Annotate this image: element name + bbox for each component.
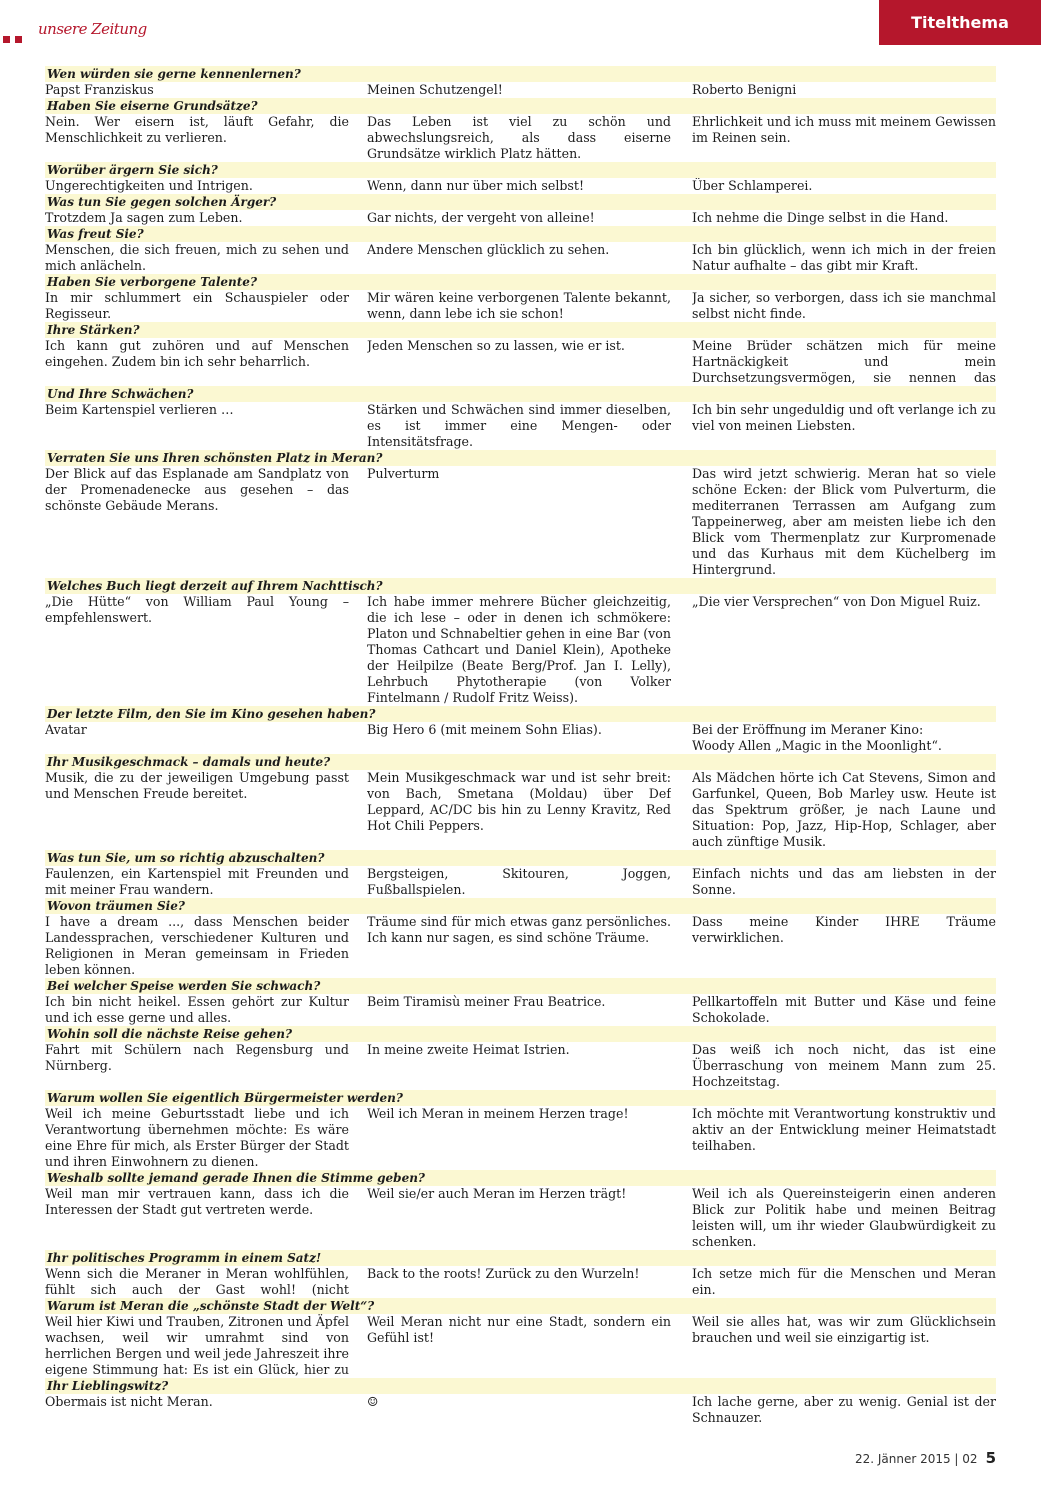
interview-table xyxy=(45,66,996,1426)
answer-candidate-2: Beim Tiramisù meiner Frau Beatrice. xyxy=(367,994,606,1009)
answer-candidate-1: Obermais ist nicht Meran. xyxy=(45,1394,213,1409)
header-dots xyxy=(3,28,27,47)
answer-candidate-1: Trotzdem Ja sagen zum Leben. xyxy=(45,210,243,225)
answer-candidate-1: Ich bin nicht heikel. Essen gehört zur Kultur und ich esse gerne und alles. xyxy=(45,994,349,1025)
answer-row xyxy=(45,210,996,226)
answer-row xyxy=(45,722,996,754)
question-row: Wohin soll die nächste Reise gehen? xyxy=(45,1026,996,1042)
answer-row xyxy=(45,994,996,1026)
answer-candidate-2: Weil sie/er auch Meran im Herzen trägt! xyxy=(367,1186,627,1201)
answer-candidate-3: Das wird jetzt schwierig. Meran hat so viele schöne Ecken: der Blick vom Pulverturm, die mediterranen Terrassen am Aufgang zum Tappeinerweg, aber am meisten liebe ich den Blick vom Thermenplatz zur Kurpromenade und das Kurhaus mit dem Küchelberg im Hintergrund. xyxy=(692,466,996,577)
answer-candidate-3: Ich möchte mit Verantwortung konstruktiv und aktiv an der Entwicklung meiner Heimatstadt teilhaben. xyxy=(692,1106,996,1153)
question-row: Wovon träumen Sie? xyxy=(45,898,996,914)
answer-candidate-3: Bei der Eröffnung im Meraner Kino: Woody Allen „Magic in the Moonlight“. xyxy=(692,722,942,753)
answer-candidate-1: Wenn sich die Meraner in Meran wohlfühlen, fühlt sich auch der Gast wohl! (nicht xyxy=(45,1266,349,1297)
answer-candidate-1: „Die Hütte“ von William Paul Young – empfehlenswert. xyxy=(45,594,349,625)
answer-candidate-2: In meine zweite Heimat Istrien. xyxy=(367,1042,570,1057)
answer-candidate-3: Das weiß ich noch nicht, das ist eine Überraschung von meinem Mann zum 25. Hochzeitstag. xyxy=(692,1042,996,1089)
answer-candidate-1: Musik, die zu der jeweiligen Umgebung passt und Menschen Freude bereitet. xyxy=(45,770,349,801)
answer-candidate-2: Gar nichts, der vergeht von alleine! xyxy=(367,210,595,225)
answer-candidate-1: Menschen, die sich freuen, mich zu sehen und mich anlächeln. xyxy=(45,242,349,273)
answer-candidate-2: Träume sind für mich etwas ganz persönliches. Ich kann nur sagen, es sind schöne Träume. xyxy=(367,914,671,945)
answer-candidate-2: Big Hero 6 (mit meinem Sohn Elias). xyxy=(367,722,602,737)
answer-candidate-1: Papst Franziskus xyxy=(45,82,154,97)
answer-candidate-3: Über Schlamperei. xyxy=(692,178,813,193)
answer-row xyxy=(45,770,996,850)
question-row: Was freut Sie? xyxy=(45,226,996,242)
answer-candidate-2: Weil Meran nicht nur eine Stadt, sondern ein Gefühl ist! xyxy=(367,1314,671,1345)
issue-date: 22. Jänner 2015 | 02 xyxy=(854,1452,978,1466)
question-row: Warum wollen Sie eigentlich Bürgermeister werden? xyxy=(45,1090,996,1106)
question-row: Ihr Lieblingswitz? xyxy=(45,1378,996,1394)
question-row: Warum ist Meran die „schönste Stadt der Welt“? xyxy=(45,1298,996,1314)
question-row: Worüber ärgern Sie sich? xyxy=(45,162,996,178)
section-tab: Titelthema xyxy=(879,0,1041,45)
answer-candidate-3: Ich bin sehr ungeduldig und oft verlange ich zu viel von meinen Liebsten. xyxy=(692,402,996,433)
question-row: Weshalb sollte jemand gerade Ihnen die Stimme geben? xyxy=(45,1170,996,1186)
answer-candidate-3: Ja sicher, so verborgen, dass ich sie manchmal selbst nicht finde. xyxy=(692,290,996,321)
answer-row xyxy=(45,290,996,322)
answer-row xyxy=(45,114,996,162)
answer-row xyxy=(45,1266,996,1298)
answer-row xyxy=(45,914,996,978)
answer-candidate-2: Weil ich Meran in meinem Herzen trage! xyxy=(367,1106,629,1121)
answer-row xyxy=(45,82,996,98)
answer-candidate-1: In mir schlummert ein Schauspieler oder Regisseur. xyxy=(45,290,349,321)
answer-row xyxy=(45,1106,996,1170)
question-row: Und Ihre Schwächen? xyxy=(45,386,996,402)
answer-candidate-1: Fahrt mit Schülern nach Regensburg und Nürnberg. xyxy=(45,1042,349,1073)
answer-candidate-1: Weil man mir vertrauen kann, dass ich die Interessen der Stadt gut vertreten werde. xyxy=(45,1186,349,1217)
answer-candidate-2: Andere Menschen glücklich zu sehen. xyxy=(367,242,610,257)
question-row: Ihr politisches Programm in einem Satz! xyxy=(45,1250,996,1266)
answer-row xyxy=(45,1394,996,1426)
answer-candidate-3: Weil sie alles hat, was wir zum Glücklichsein brauchen und weil sie einzigartig ist. xyxy=(692,1314,996,1345)
answer-candidate-3: Ich bin glücklich, wenn ich mich in der freien Natur aufhalte – das gibt mir Kraft. xyxy=(692,242,996,273)
answer-candidate-2: Meinen Schutzengel! xyxy=(367,82,503,97)
answer-row xyxy=(45,1314,996,1378)
question-row: Was tun Sie gegen solchen Ärger? xyxy=(45,194,996,210)
answer-candidate-2: ☺ xyxy=(367,1394,379,1409)
answer-row xyxy=(45,338,996,386)
question-row: Bei welcher Speise werden Sie schwach? xyxy=(45,978,996,994)
answer-candidate-3: Dass meine Kinder IHRE Träume verwirklichen. xyxy=(692,914,996,945)
answer-candidate-3: Ich nehme die Dinge selbst in die Hand. xyxy=(692,210,949,225)
question-row: Was tun Sie, um so richtig abzuschalten? xyxy=(45,850,996,866)
answer-candidate-1: Weil ich meine Geburtsstadt liebe und ich Verantwortung übernehmen möchte: Es wäre eine Ehre für mich, als Erster Bürger der Stadt und ihren Einwohnern zu dienen. xyxy=(45,1106,349,1169)
answer-row xyxy=(45,402,996,450)
answer-candidate-1: I have a dream ..., dass Menschen beider Landessprachen, verschiedener Kulturen und Religionen in Meran gemeinsam in Frieden leben können. xyxy=(45,914,349,977)
answer-candidate-2: Wenn, dann nur über mich selbst! xyxy=(367,178,585,193)
answer-candidate-1: Weil hier Kiwi und Trauben, Zitronen und Äpfel wachsen, weil wir umrahmt sind von herrlichen Bergen und weil jede Jahreszeit ihre eigene Stimmung hat: Es ist ein Glück, hier zu xyxy=(45,1314,349,1377)
answer-row xyxy=(45,242,996,274)
answer-candidate-1: Avatar xyxy=(45,722,87,737)
answer-candidate-3: Als Mädchen hörte ich Cat Stevens, Simon and Garfunkel, Queen, Bob Marley usw. Heute ist das Spektrum größer, je nach Laune und Situation: Pop, Jazz, Hip-Hop, Schlager, aber auch zünftige Musik. xyxy=(692,770,996,849)
answer-candidate-3: Einfach nichts und das am liebsten in der Sonne. xyxy=(692,866,996,897)
answer-candidate-1: Faulenzen, ein Kartenspiel mit Freunden und mit meiner Frau wandern. xyxy=(45,866,349,897)
answer-candidate-3: Weil ich als Quereinsteigerin einen anderen Blick zur Politik habe und meinen Beitrag leisten will, um ihr wieder Glaubwürdigkeit zu schenken. xyxy=(692,1186,996,1249)
answer-candidate-1: Ich kann gut zuhören und auf Menschen eingehen. Zudem bin ich sehr beharrlich. xyxy=(45,338,349,369)
answer-candidate-2: Pulverturm xyxy=(367,466,440,481)
page-number: 5 xyxy=(985,1449,996,1467)
question-row: Wen würden sie gerne kennenlernen? xyxy=(45,66,996,82)
answer-candidate-1: Ungerechtigkeiten und Intrigen. xyxy=(45,178,253,193)
answer-candidate-2: Stärken und Schwächen sind immer dieselben, es ist immer eine Mengen- oder Intensitätsfrage. xyxy=(367,402,671,449)
answer-candidate-3: Ehrlichkeit und ich muss mit meinem Gewissen im Reinen sein. xyxy=(692,114,996,145)
question-row: Ihr Musikgeschmack – damals und heute? xyxy=(45,754,996,770)
answer-candidate-2: Mir wären keine verborgenen Talente bekannt, wenn, dann lebe ich sie schon! xyxy=(367,290,671,321)
answer-candidate-2: Mein Musikgeschmack war und ist sehr breit: von Bach, Smetana (Moldau) über Def Leppard, AC/DC bis hin zu Lenny Kravitz, Red Hot Chili Peppers. xyxy=(367,770,671,833)
answer-candidate-2: Jeden Menschen so zu lassen, wie er ist. xyxy=(367,338,625,353)
question-row: Haben Sie eiserne Grundsätze? xyxy=(45,98,996,114)
answer-row xyxy=(45,594,996,706)
answer-candidate-2: Back to the roots! Zurück zu den Wurzeln! xyxy=(367,1266,640,1281)
answer-row xyxy=(45,866,996,898)
answer-row xyxy=(45,178,996,194)
page-header xyxy=(0,0,1041,46)
answer-row xyxy=(45,1186,996,1250)
question-row: Der letzte Film, den Sie im Kino gesehen haben? xyxy=(45,706,996,722)
answer-row xyxy=(45,466,996,578)
answer-row xyxy=(45,1042,996,1090)
answer-candidate-3: Ich setze mich für die Menschen und Meran ein. xyxy=(692,1266,996,1297)
question-row: Welches Buch liegt derzeit auf Ihrem Nachttisch? xyxy=(45,578,996,594)
answer-candidate-3: Pellkartoffeln mit Butter und Käse und feine Schokolade. xyxy=(692,994,996,1025)
answer-candidate-3: „Die vier Versprechen“ von Don Miguel Ruiz. xyxy=(692,594,981,609)
question-row: Ihre Stärken? xyxy=(45,322,996,338)
answer-candidate-1: Beim Kartenspiel verlieren … xyxy=(45,402,234,417)
answer-candidate-3: Meine Brüder schätzen mich für meine Hartnäckigkeit und mein Durchsetzungsvermögen, sie nennen das xyxy=(692,338,996,385)
answer-candidate-2: Bergsteigen, Skitouren, Joggen, Fußballspielen. xyxy=(367,866,671,897)
square-bullet-icon xyxy=(3,36,10,43)
answer-candidate-1: Der Blick auf das Esplanade am Sandplatz von der Promenadenecke aus gesehen – das schönste Gebäude Merans. xyxy=(45,466,349,513)
answer-candidate-3: Ich lache gerne, aber zu wenig. Genial ist der Schnauzer. xyxy=(692,1394,996,1425)
square-bullet-icon xyxy=(15,36,22,43)
question-row: Haben Sie verborgene Talente? xyxy=(45,274,996,290)
publication-logo: unsere Zeitung xyxy=(38,20,147,38)
answer-candidate-2: Ich habe immer mehrere Bücher gleichzeitig, die ich lese – oder in denen ich schmökere: Platon und Schnabeltier gehen in eine Bar (von Thomas Cathcart und Daniel Klein), Apotheke der Heilpilze (Beate Berg/Prof. Jan I. Lelly), Lehrbuch Phytotherapie (von Volker Fintelmann / Rudolf Fritz Weiss). xyxy=(367,594,671,705)
answer-candidate-3: Roberto Benigni xyxy=(692,82,797,97)
answer-candidate-2: Das Leben ist viel zu schön und abwechslungsreich, als dass eiserne Grundsätze wirklich Platz hätten. xyxy=(367,114,671,161)
question-row: Verraten Sie uns Ihren schönsten Platz in Meran? xyxy=(45,450,996,466)
page-footer xyxy=(855,1449,996,1467)
answer-candidate-1: Nein. Wer eisern ist, läuft Gefahr, die Menschlichkeit zu verlieren. xyxy=(45,114,349,145)
